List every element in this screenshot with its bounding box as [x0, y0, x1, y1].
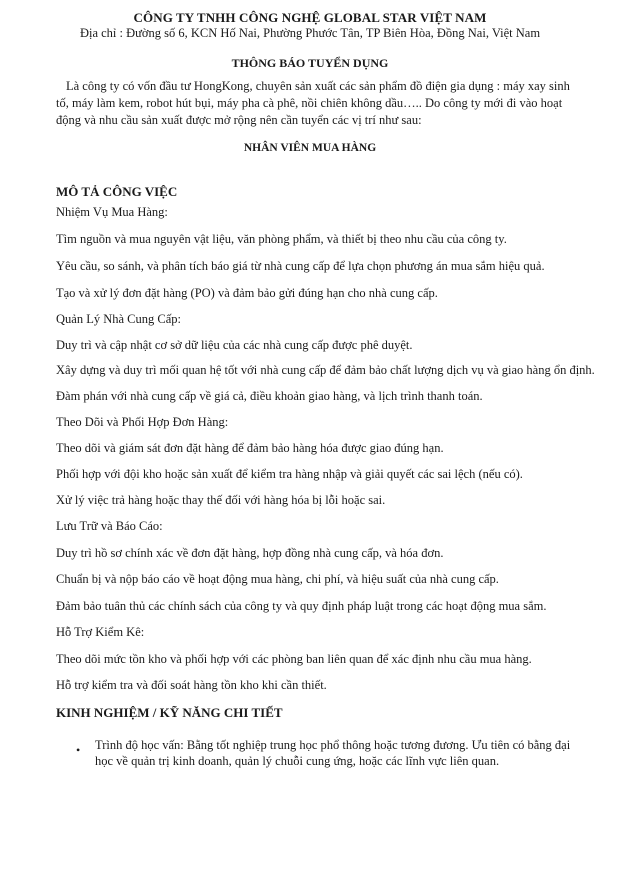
- subsection-title-supplier: Quản Lý Nhà Cung Cấp:: [56, 312, 181, 326]
- subsection-title-inventory: Hỗ Trợ Kiểm Kê:: [56, 625, 145, 639]
- job-description-heading: MÔ TẢ CÔNG VIỆC: [56, 184, 178, 199]
- duty-item: Tạo và xử lý đơn đặt hàng (PO) và đảm bảo gửi đúng hạn cho nhà cung cấp.: [56, 286, 438, 300]
- experience-item: Trình độ học vấn: Bằng tốt nghiệp trung học phổ thông hoặc tương đương. Ưu tiên có bằng đại học về quản trị kinh doanh, quản lý chuỗi cung ứng, hoặc các lĩnh vực liên quan.: [95, 738, 571, 768]
- duty-item: Xây dựng và duy trì mối quan hệ tốt với nhà cung cấp để đảm bảo chất lượng dịch vụ và giao hàng ổn định.: [56, 363, 595, 377]
- notice-title: THÔNG BÁO TUYỂN DỤNG: [231, 56, 389, 70]
- duty-item: Duy trì hồ sơ chính xác về đơn đặt hàng, hợp đồng nhà cung cấp, và hóa đơn.: [56, 546, 444, 560]
- duty-item: Theo dõi mức tồn kho và phối hợp với các phòng ban liên quan để xác định nhu cầu mua hàng.: [56, 652, 532, 666]
- experience-heading: KINH NGHIỆM / KỸ NĂNG CHI TIẾT: [56, 705, 283, 720]
- duty-item: Xử lý việc trả hàng hoặc thay thế đối với hàng hóa bị lỗi hoặc sai.: [56, 493, 386, 507]
- duty-item: Yêu cầu, so sánh, và phân tích báo giá từ nhà cung cấp để lựa chọn phương án mua sắm hiệu quả.: [56, 259, 545, 273]
- intro-paragraph: Là công ty có vốn đầu tư HongKong, chuyên sản xuất các sản phẩm đồ điện gia dụng : máy xay sinh tố, máy làm kem, robot hút bụi, máy pha cà phê, nồi chiên không dầu….. Do công ty mới đi vào hoạt động và nhu cầu sản xuất được mở rộng nên cần tuyển các vị trí như sau:: [56, 79, 570, 127]
- bullet-icon: •: [76, 743, 81, 757]
- duty-item: Chuẩn bị và nộp báo cáo về hoạt động mua hàng, chi phí, và hiệu suất của nhà cung cấp.: [56, 572, 499, 586]
- duty-item: Duy trì và cập nhật cơ sở dữ liệu của các nhà cung cấp được phê duyệt.: [56, 338, 413, 352]
- duty-item: Phối hợp với đội kho hoặc sản xuất để kiểm tra hàng nhập và giải quyết các sai lệch (nếu có).: [56, 467, 523, 481]
- duty-item: Theo dõi và giám sát đơn đặt hàng để đảm bảo hàng hóa được giao đúng hạn.: [56, 441, 444, 455]
- subsection-title-records: Lưu Trữ và Báo Cáo:: [56, 519, 163, 533]
- position-title: NHÂN VIÊN MUA HÀNG: [243, 142, 377, 154]
- company-name: CÔNG TY TNHH CÔNG NGHỆ GLOBAL STAR VIỆT NAM: [133, 10, 487, 25]
- company-address: Địa chỉ : Đường số 6, KCN Hố Nai, Phường Phước Tân, TP Biên Hòa, Đồng Nai, Việt Nam: [79, 26, 541, 40]
- duty-item: Đàm phán với nhà cung cấp về giá cả, điều khoản giao hàng, và lịch trình thanh toán.: [56, 389, 483, 403]
- subsection-title-purchasing: Nhiệm Vụ Mua Hàng:: [56, 205, 168, 219]
- duty-item: Hỗ trợ kiểm tra và đối soát hàng tồn kho khi cần thiết.: [56, 678, 327, 692]
- duty-item: Đảm bảo tuân thủ các chính sách của công ty và quy định pháp luật trong các hoạt động mua sắm.: [56, 599, 547, 613]
- duty-item: Tìm nguồn và mua nguyên vật liệu, văn phòng phẩm, và thiết bị theo nhu cầu của công ty.: [56, 232, 507, 246]
- subsection-title-orders: Theo Dõi và Phối Hợp Đơn Hàng:: [56, 415, 229, 429]
